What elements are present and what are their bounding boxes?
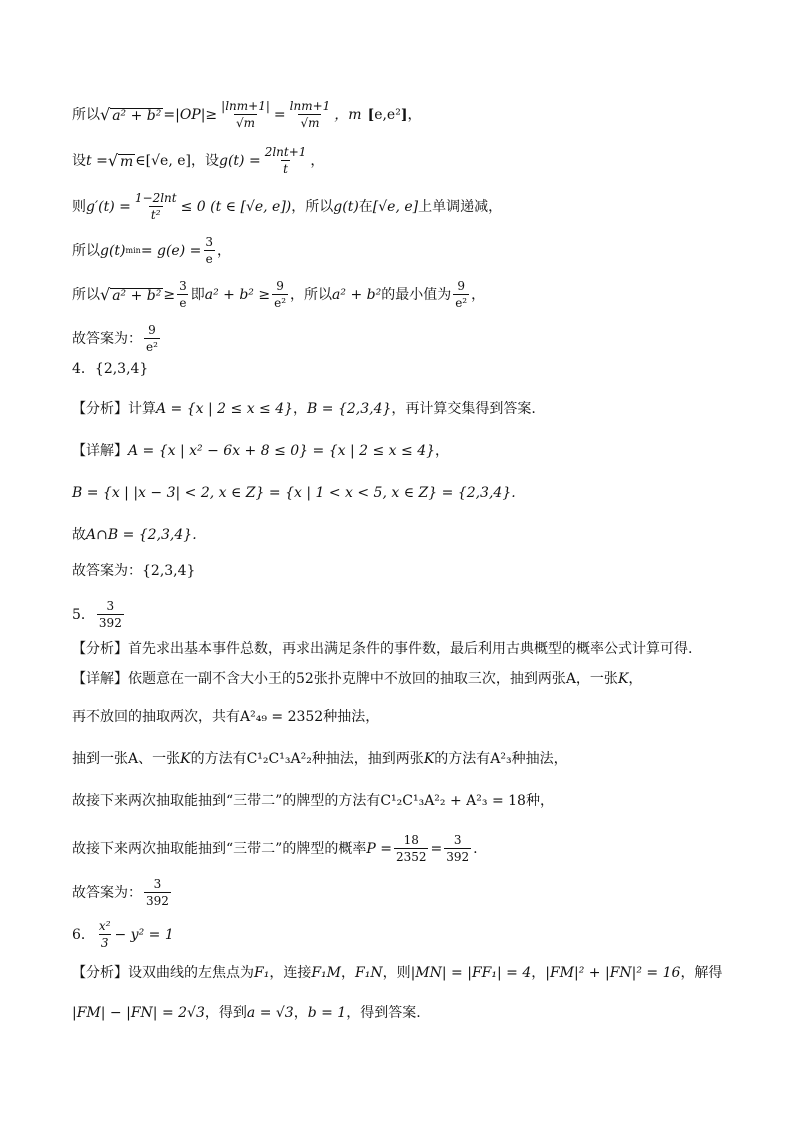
sqrt-a2-b2: √ a² + b²: [100, 284, 162, 304]
sqrt-m: √ m: [107, 150, 134, 170]
text: ∈[√e, e]，设: [135, 152, 219, 169]
line-6: 故答案为： $\frac{9}{\text{e²}}$: [72, 323, 158, 354]
q5-line5: 故接下来两次抽取能抽到“三带二”的牌型的概率 P = $\frac{18}{2352}$ = $\frac{3}{392}$ .: [72, 833, 478, 864]
fraction: $\frac{9}{\text{e²}}$: [274, 279, 287, 310]
q5-title: 5． $\frac{3}{392}$: [72, 599, 122, 630]
line-1: 所以 √ a² + b² =|OP|≥ $\frac{|\ln m+1|}{√m}$ = $\frac{\ln m+1}{√m}$ ，m [ e,e² ] ，: [72, 99, 422, 130]
math: t =: [86, 152, 108, 169]
fraction: $\frac{3}{392}$: [146, 877, 169, 908]
fraction: $\frac{\ln m+1}{√m}$: [289, 99, 331, 130]
fraction: $\frac{|\ln m+1|}{√m}$: [221, 99, 270, 130]
line-5: 所以 √ a² + b² ≥ $\frac{3}{e}$ 即 a² + b² ≥ $\frac{9}{\text{e²}}$ ，所以 a² + b² 的最小值为 $\frac{9}{\text{e²}}$ ，: [72, 279, 486, 310]
q5-detail: 【详解】 依题意在一副不含大小王的52张扑克牌中不放回的抽取三次，抽到两张A，一张 K ，: [72, 671, 643, 687]
q4-detail: 【详解】 A = {x | x² − 6x + 8 ≤ 0} = {x | 2 ≤ x ≤ 4} ，: [72, 443, 450, 459]
q5-analysis: 【分析】 首先求出基本事件总数，再求出满足条件的事件数，最后利用古典概型的概率公式计算可得.: [72, 641, 693, 657]
q4-analysis: 【分析】 计算 A = {x | 2 ≤ x ≤ 4} ， B = {2,3,4} ，再计算交集得到答案.: [72, 401, 536, 417]
q6-analysis: 【分析】 设双曲线的左焦点为 F₁ ，连接 F₁M ， F₁N ，则 |MN| = |FF₁| = 4 ， |FM|² + |FN|² = 16 ，解得: [72, 965, 723, 981]
fraction: $\frac{3}{e}$: [205, 235, 213, 266]
fraction: $\frac{\text{x²}}{3}$: [98, 919, 111, 950]
q4-answer: 故答案为：{2,3,4}: [72, 563, 196, 579]
q5-line3: 抽到一张A、一张 K 的方法有 C¹₂C¹₃A²₂ 种抽法，抽到两张 K 的方法有 A²₃ 种抽法，: [72, 751, 568, 767]
q6-title: 6． $\frac{\text{x²}}{3}$ − y² = 1: [72, 919, 174, 950]
math: g′(t) =: [86, 198, 131, 215]
q4-title: 4．{2,3,4}: [72, 361, 149, 377]
math: g(t) =: [218, 152, 261, 169]
range: e,e²: [374, 106, 401, 123]
q5-answer: 故答案为： $\frac{3}{392}$: [72, 877, 169, 908]
math: =|OP|≥: [163, 106, 218, 123]
q4-line2: B = {x | |x − 3| < 2, x ∈ Z} = {x | 1 < x < 5, x ∈ Z} = {2,3,4}.: [72, 485, 516, 501]
fraction: $\frac{1-2\ln t}{\text{t²}}$: [134, 191, 177, 222]
line-4: 所以 g(t) min = g(e) = $\frac{3}{e}$ ，: [72, 235, 231, 266]
fraction: $\frac{9}{\text{e²}}$: [146, 323, 158, 354]
math: ≤ 0 (t ∈ [√e, e]): [180, 198, 292, 215]
fraction: $\frac{9}{\text{e²}}$: [455, 279, 468, 310]
math: ，m: [334, 106, 362, 123]
line-2: 设 t = √ m ∈[√e, e]，设 g(t) = $\frac{2\ln t+1}{t}$ ，: [72, 145, 325, 176]
q5-line4: 故接下来两次抽取能抽到“三带二”的牌型的方法有 C¹₂C¹₃A²₂ + A²₃ = 18 种，: [72, 793, 554, 809]
fraction: $\frac{3}{e}$: [179, 279, 187, 310]
text: 设: [72, 152, 86, 169]
line-3: 则 g′(t) = $\frac{1-2\ln t}{\text{t²}}$ ≤ 0 (t ∈ [√e, e]) ，所以 g(t) 在 [√e, e] 上单调递减，: [72, 191, 503, 222]
fraction: $\frac{18}{2352}$: [395, 833, 427, 864]
fraction: $\frac{3}{392}$: [98, 599, 122, 630]
fraction: $\frac{3}{392}$: [446, 833, 470, 864]
text: 所以: [72, 106, 100, 123]
q6-line2: |FM| − |FN| = 2√3 ，得到 a = √3 ， b = 1 ，得到答案.: [72, 1005, 421, 1021]
q4-line3: 故 A∩B = {2,3,4}.: [72, 527, 197, 543]
q5-line2: 再不放回的抽取两次，共有 A²₄₉ = 2352 种抽法，: [72, 709, 380, 725]
fraction: $\frac{2\ln t+1}{t}$: [264, 145, 307, 176]
sqrt-a2-b2: √ a² + b²: [100, 104, 162, 124]
